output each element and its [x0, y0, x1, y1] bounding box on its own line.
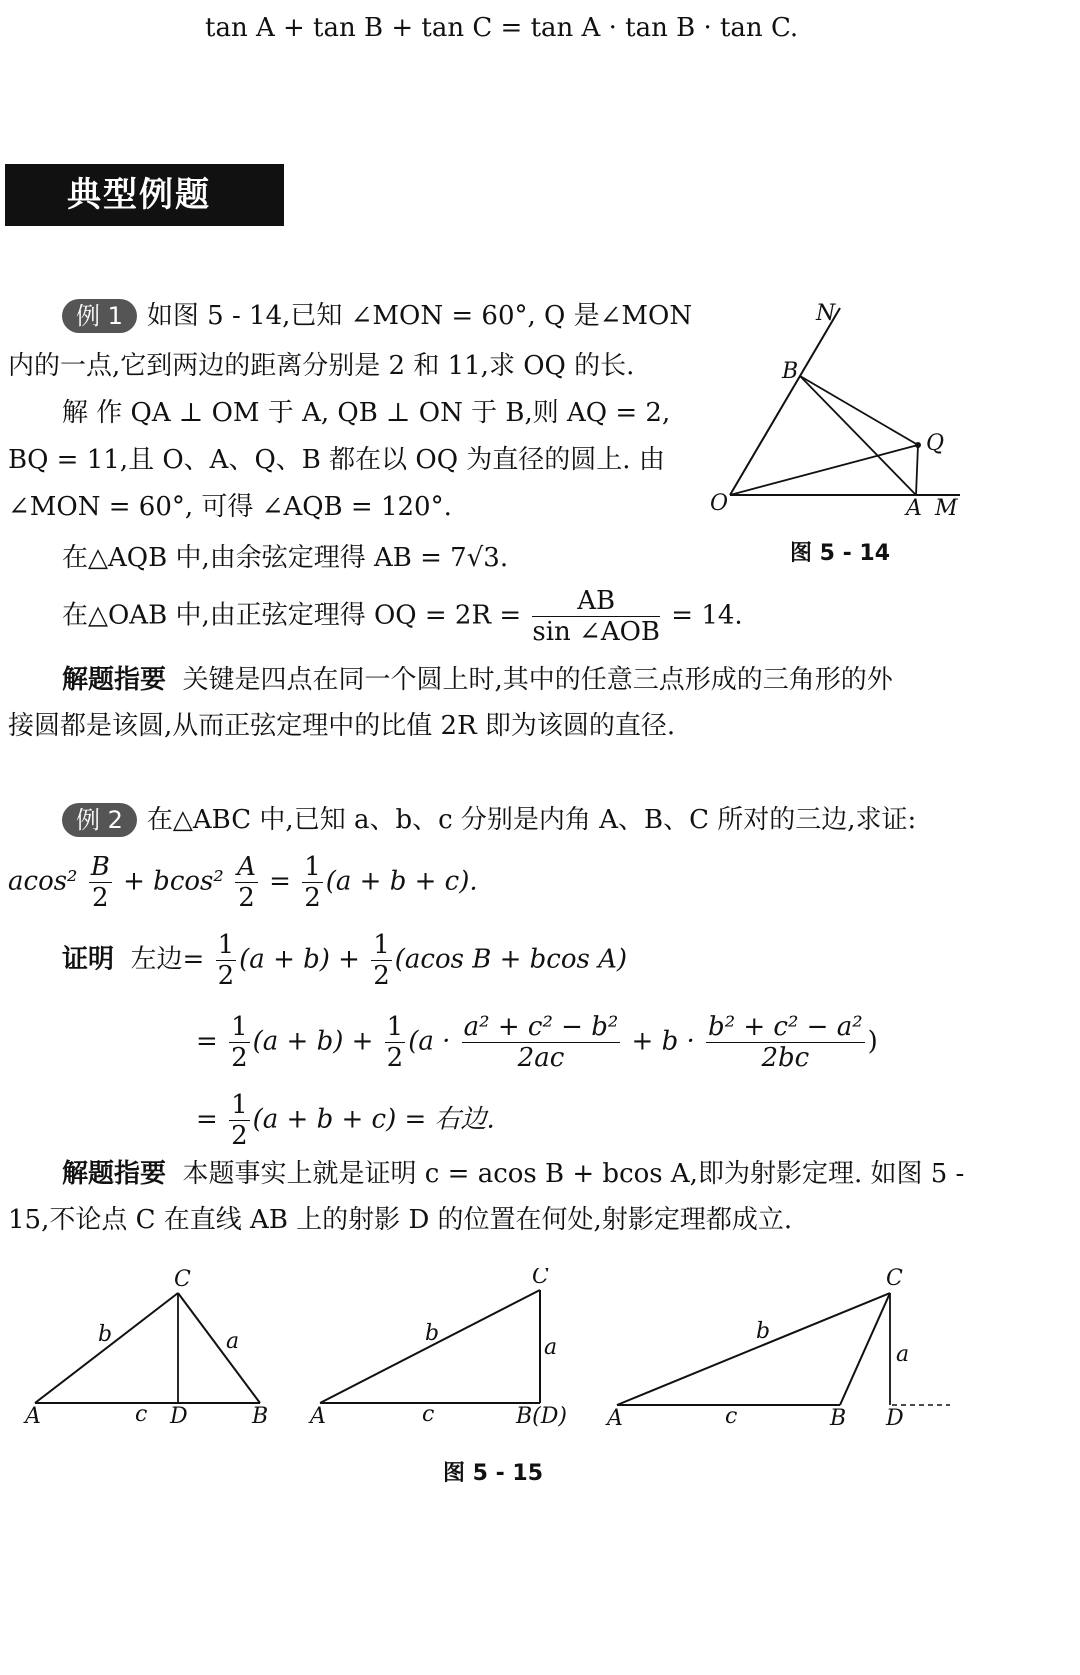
t1-label-B: B: [252, 1404, 269, 1429]
ex2-proof-line1: 证明 左边= $\frac{1}{2}$ (a + b) + $\frac{1}{2}$ (acos B + bcos A): [62, 930, 628, 991]
figure-5-15: [20, 1268, 1060, 1438]
label-O: O: [710, 491, 729, 516]
t2-label-BD: B(D): [516, 1404, 567, 1429]
label-Q: Q: [926, 431, 945, 456]
figure-5-14-caption: 图 5 - 14: [790, 541, 891, 566]
ex1-line5: ∠MON = 60°, 可得 ∠AQB = 120°.: [8, 492, 452, 522]
t1-label-b: b: [98, 1322, 113, 1347]
ex1-line4: BQ = 11,且 O、A、Q、B 都在以 OQ 为直径的圆上. 由: [8, 445, 665, 475]
triangle-2: [308, 1268, 567, 1429]
ex2-proof-line3: = $\frac{1}{2}$ (a + b + c) = 右边.: [196, 1090, 495, 1151]
line-BQ: [800, 376, 918, 445]
t1-label-c: c: [135, 1402, 148, 1427]
t2-label-b: b: [425, 1321, 440, 1346]
ex1-line7: 在△OAB 中,由正弦定理得 OQ = 2R = $\frac{AB}{\text{sin ∠AOB}}$ = 14.: [62, 586, 743, 647]
ex2-line1: 例 2 在△ABC 中,已知 a、b、c 分别是内角 A、B、C 所对的三边,求证:: [62, 802, 916, 838]
label-M: M: [935, 496, 958, 521]
line-BA: [800, 376, 916, 495]
line-OQ: [730, 445, 918, 495]
ex1-badge: 例 1: [62, 299, 137, 333]
ex1-line1: 例 1 如图 5 - 14,已知 ∠MON = 60°, Q 是∠MON: [62, 298, 692, 334]
ex2-tip-line1: 解题指要 本题事实上就是证明 c = acos B + bcos A,即为射影定理. 如图 5 -: [62, 1159, 965, 1189]
t1-label-C: C: [174, 1268, 191, 1292]
t3-label-a: a: [896, 1342, 910, 1367]
t2-label-a: a: [544, 1335, 558, 1360]
t1-label-D: D: [170, 1404, 188, 1429]
figure-5-14: [700, 300, 970, 530]
ex1-line3: 解 作 QA ⊥ OM 于 A, QB ⊥ ON 于 B,则 AQ = 2,: [62, 398, 671, 428]
t1-label-a: a: [226, 1329, 240, 1354]
ex1-fraction: $\frac{AB}{\text{sin ∠AOB}}$: [532, 586, 661, 647]
label-N: N: [816, 301, 836, 326]
point-Q: [915, 442, 921, 448]
line-QA: [916, 445, 918, 495]
ex2-statement: acos² $\frac{B}{2}$ + bcos² $\frac{A}{2}$ = $\frac{1}{2}$ (a + b + c).: [8, 852, 478, 913]
t3-label-C: C: [886, 1268, 903, 1291]
ex2-tip-line2: 15,不论点 C 在直线 AB 上的射影 D 的位置在何处,射影定理都成立.: [8, 1205, 793, 1235]
triangle-3: [605, 1268, 950, 1431]
t2-label-c: c: [422, 1402, 435, 1427]
t2-label-C: C: [532, 1268, 549, 1289]
ex2-badge: 例 2: [62, 803, 137, 837]
figure-5-15-caption: 图 5 - 15: [443, 1461, 544, 1486]
ex2-proof-line2: = $\frac{1}{2}$ (a + b) + $\frac{1}{2}$ (a · $\frac{\text{a² + c² − b²}}{2ac}$ + b · $\frac{\text{b² + c² − a²}}{2bc}$ ): [196, 1012, 878, 1073]
top-formula: tan A + tan B + tan C = tan A · tan B · tan C.: [205, 13, 799, 43]
ex1-line6: 在△AQB 中,由余弦定理得 AB = 7√3.: [62, 543, 509, 573]
label-A: A: [906, 496, 922, 521]
ex1-line2: 内的一点,它到两边的距离分别是 2 和 11,求 OQ 的长.: [8, 351, 635, 381]
line-ON: [730, 308, 840, 495]
t3-label-B: B: [830, 1406, 847, 1431]
t1-label-A: A: [25, 1404, 41, 1429]
ex1-tip-line2: 接圆都是该圆,从而正弦定理中的比值 2R 即为该圆的直径.: [8, 711, 676, 741]
t3-label-D: D: [886, 1406, 904, 1431]
ex1-tip-line1: 解题指要 关键是四点在同一个圆上时,其中的任意三点形成的三角形的外: [62, 665, 893, 695]
section-title: 典型例题: [5, 164, 284, 226]
t3-label-b: b: [756, 1319, 771, 1344]
t2-label-A: A: [310, 1404, 326, 1429]
t3-label-c: c: [725, 1404, 738, 1429]
t3-label-A: A: [607, 1406, 623, 1431]
triangle-1: [23, 1268, 268, 1429]
label-B: B: [782, 359, 799, 384]
